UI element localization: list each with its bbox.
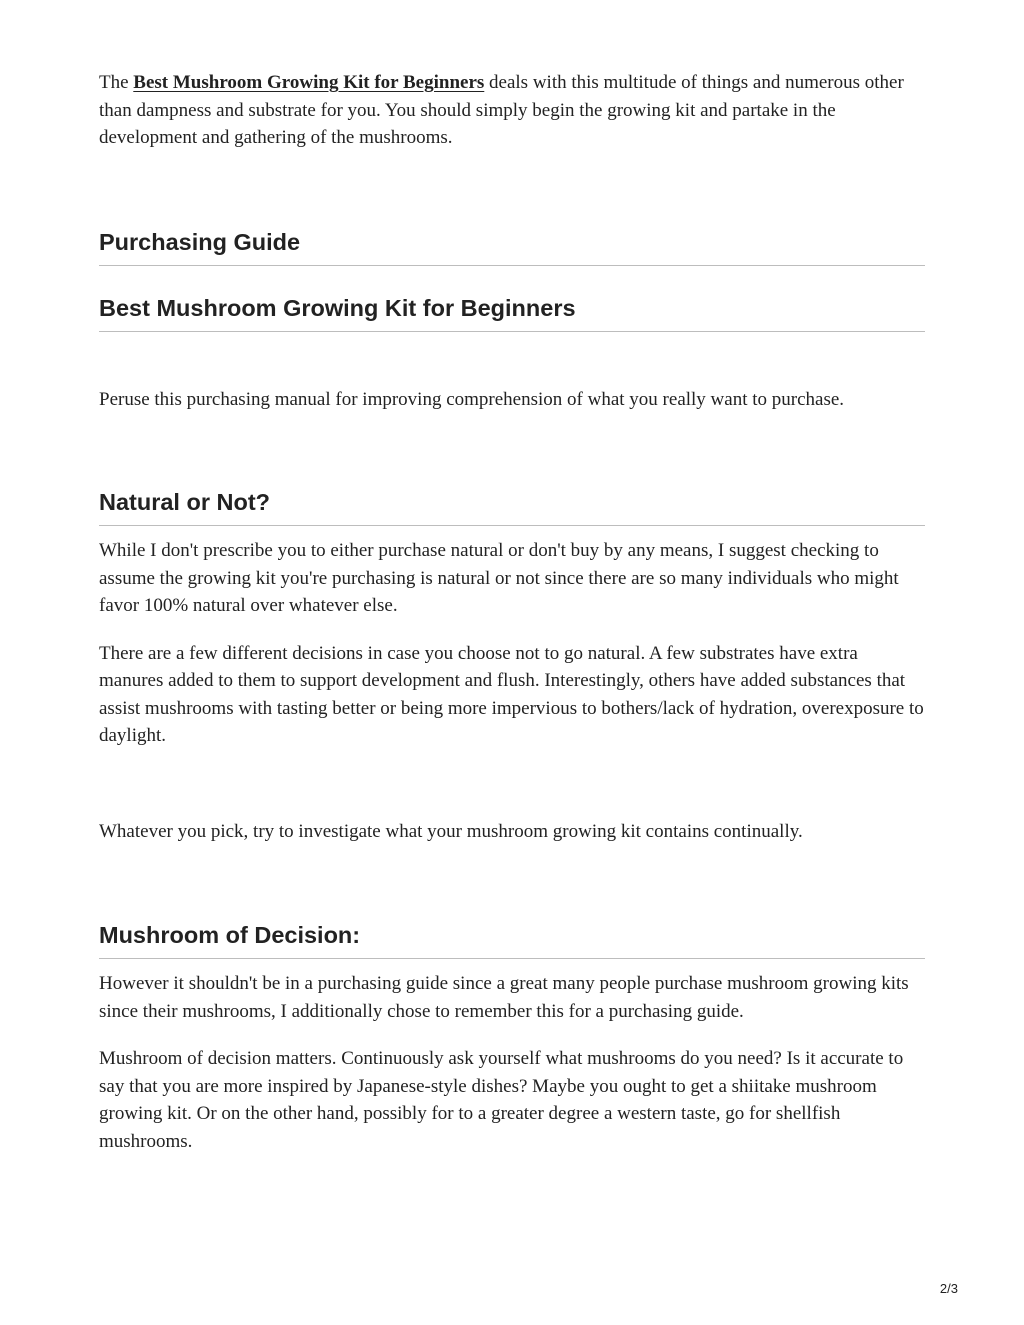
heading-mushroom-of-decision: Mushroom of Decision: — [99, 921, 925, 959]
intro-suffix: deals with this multitude of things and numerous other than dampness and substrate for you. You should simply begin the growing kit and partake in the development and gathering of the mushrooms. — [99, 72, 904, 148]
heading-purchasing-guide: Purchasing Guide — [99, 228, 925, 266]
heading-best-kit: Best Mushroom Growing Kit for Beginners — [99, 294, 925, 332]
page-number: 2/3 — [939, 1281, 958, 1296]
peruse-paragraph: Peruse this purchasing manual for improving comprehension of what you really want to purchase. — [99, 388, 845, 410]
best-kit-link[interactable]: Best Mushroom Growing Kit for Beginners — [133, 72, 485, 93]
natural-paragraph-1: While I don't prescribe you to either purchase natural or don't buy by any means, I suggest checking to assume the growing kit you're purchasing is natural or not since there are so many individuals who might favor 100% natural over whatever else. — [99, 540, 899, 616]
natural-paragraph-2: There are a few different decisions in case you choose not to go natural. A few substrates have extra manures added to them to support development and flush. Interestingly, others have added substances that assist mushrooms with tasting better or being more impervious to bothers/lack of hydration, overexposure to daylight. — [99, 642, 924, 746]
decision-paragraph-2: Mushroom of decision matters. Continuously ask yourself what mushrooms do you need? Is it accurate to say that you are more inspired by Japanese-style dishes? Maybe you ought to get a shiitake mushroom growing kit. Or on the other hand, possibly for to a greater degree a western taste, go for shellfish mushrooms. — [99, 1048, 904, 1152]
document-page — [99, 66, 925, 1155]
whatever-paragraph: Whatever you pick, try to investigate what your mushroom growing kit contains continually. — [99, 820, 803, 842]
heading-natural-or-not: Natural or Not? — [99, 488, 925, 526]
intro-prefix: The — [99, 72, 134, 93]
intro-paragraph — [99, 69, 925, 152]
decision-paragraph-1: However it shouldn't be in a purchasing guide since a great many people purchase mushroom growing kits since their mushrooms, I additionally chose to remember this for a purchasing guide. — [99, 973, 909, 1022]
